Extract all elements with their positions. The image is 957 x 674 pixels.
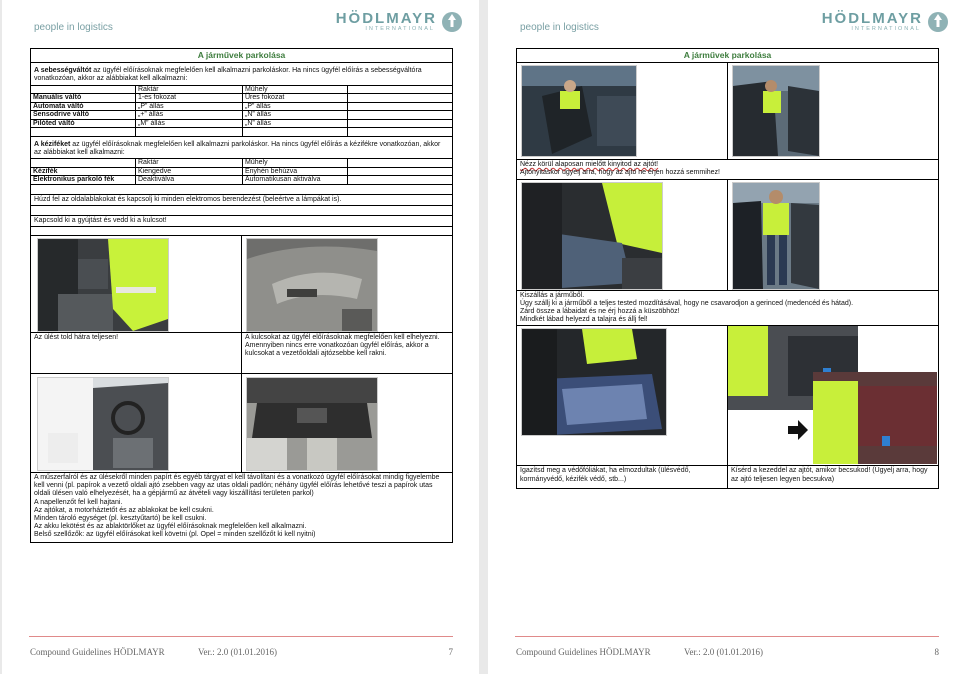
brand-logo-icon [927,11,949,33]
brand-logo-subtext: INTERNATIONAL [851,26,921,32]
page-title: A járművek parkolása [517,49,938,63]
note-item: A napellenzőt fel kell hajtani. [34,498,123,506]
photo-caption-row [517,466,938,488]
footer-rule [29,636,453,637]
caption-close-door: Kísérd a kezeddel az ajtót, amikor becsukod! (Ügyelj arra, hogy az ajtó teljesen legyen becsukva) [731,467,928,483]
table-cell: Pilóted váltó [31,119,136,128]
caption-exit-line: Mindkét lábad helyezd a talajra és állj fel! [520,316,648,324]
table-row [31,119,452,128]
table-cell: Enyhén behúzva [243,167,348,176]
document-page-right [488,0,957,674]
document-page-left [2,0,479,674]
table-row [31,167,452,176]
gear-intro-bold: A sebességváltót [34,67,92,75]
footer-rule [515,636,939,637]
photo-door-pocket [246,238,378,332]
brand-logo-text: HÖDLMAYR [335,10,437,27]
table-cell: Sensodrive váltó [31,111,136,120]
windows-instruction: Húzd fel az oldalablakokat és kapcsolj ki minden elektromos berendezést (beleértve a lámpákat is). [31,195,452,206]
footer-doc-name: Compound Guidelines HÖDLMAYR [30,647,165,657]
photo-cell [31,374,242,472]
parking-guideline-table [516,48,939,489]
table-cell [136,128,243,137]
photo-caption-row [31,333,452,374]
note-item: Az akku lekötést és az ablaktörlőket az ügyfél előírásoknak megfelelően kell alkalmazni. [34,523,307,531]
table-cell: Automatikusan aktiválva [243,176,348,185]
photo-cell [517,326,728,465]
caption-look-line2: Ajtónyitáskor ügyelj arra, hogy az ajtó ne érjen hozzá semmihez! [520,169,720,177]
table-cell [348,176,453,185]
gear-intro [31,63,452,85]
photo-row [31,374,452,473]
table-row [31,111,452,120]
spacer-row [31,185,452,195]
photo-seat-adjust [37,238,169,332]
table-header-cell [348,86,453,94]
brake-intro-bold: A kéziféket [34,140,71,148]
table-cell: „+” állás [136,111,243,120]
table-cell [31,128,136,137]
table-cell: Kiengedve [136,167,243,176]
brake-table [31,159,452,185]
table-cell: „P” állás [136,102,243,111]
caption-look-line1: Nézz körül alaposan mielőtt kinyitod az ajtót! [520,161,659,169]
photo-cell [517,180,728,290]
photo-cell [242,374,452,472]
header-tagline: people in logistics [520,22,599,33]
table-header-cell: Műhely [243,159,348,167]
photo-cell [728,326,938,465]
photo-row [517,326,938,466]
table-header-cell: Raktár [136,86,243,94]
header-tagline: people in logistics [34,22,113,33]
photo-exit-vehicle-seated [521,182,663,290]
spacer-row [31,206,452,216]
photo-open-door [732,65,820,157]
table-cell [348,111,453,120]
caption-exit [517,291,938,327]
photo-cell [31,236,242,332]
table-cell [348,94,453,103]
note-item: Belső szellőzők: az ügyfél előírásokat kell követni (pl. Opel = minden szellőzőt ki kell nyitni) [34,531,316,539]
table-cell: Manuális váltó [31,94,136,103]
notes-block [31,473,452,542]
caption-exit-line: Kiszállás a járműből. [520,291,585,299]
brand-logo-subtext: INTERNATIONAL [365,26,435,32]
photo-row [31,236,452,333]
page-title: A járművek parkolása [31,49,452,63]
gear-table [31,86,452,137]
gear-intro-text: az ügyfél előírásoknak megfelelően kell alkalmazni parkoláskor. Ha nincs ügyfél előírás a sebességváltóra vonatkozóan, akkor az alábbiakat kell alkalmazni: [34,67,422,83]
brake-intro [31,137,452,159]
table-header-cell [348,159,453,167]
table-cell: Elektronikus parkoló fék [31,176,136,185]
table-cell: „N” állás [243,119,348,128]
photo-row [517,63,938,160]
table-cell: Deaktiválva [136,176,243,185]
photo-cell [728,63,938,159]
table-row [31,94,452,103]
photo-adjust-covers [521,328,667,436]
photo-exit-vehicle-standing [732,182,820,290]
table-cell: „M” állás [136,119,243,128]
note-item: Minden tároló egységet (pl. kesztyűtartó) be kell csukni. [34,514,207,522]
brand-logo-icon [441,11,463,33]
table-header-cell: Raktár [136,159,243,167]
photo-dashboard-covered [246,377,378,471]
page-number: 8 [934,647,939,657]
footer-version: Ver.: 2.0 (01.01.2016) [198,647,277,657]
brake-intro-text: az ügyfél előírásoknak megfelelően kell alkalmazni parkoláskor. Ha nincs ügyfél előírás a kézifékre vonatkozóan, akkor az alábbiakat kell alkalmazni: [34,140,441,156]
photo-cell [242,236,452,332]
photo-cell [728,180,938,290]
table-cell [348,167,453,176]
table-cell [243,128,348,137]
table-row [31,176,452,185]
note-item: Az ajtókat, a motorháztetőt és az ablakokat be kell csukni. [34,506,214,514]
parking-guideline-table [30,48,453,543]
table-row [31,128,452,137]
table-cell: Üres fokozat [243,94,348,103]
photo-cell [517,63,728,159]
table-header-cell [31,159,136,167]
caption-seat: Az ülést told hátra teljesen! [31,333,242,373]
caption-covers: Igazítsd meg a védőfóliákat, ha elmozdultak (ülésvédő, kormányvédő, kézifék védő, stb...) [517,466,728,488]
table-cell: Kézifék [31,167,136,176]
footer-version: Ver.: 2.0 (01.01.2016) [684,647,763,657]
photo-look-around [521,65,637,157]
caption-look [517,160,938,179]
table-cell: „N” állás [243,111,348,120]
caption-keys: A kulcsokat az ügyfél előírásoknak megfelelően kell elhelyezni. Amennyiben nincs erre vonatkozóan ügyfél előírás, akkor a kulcsokat a vezetőoldali ajtózsebbe kell rakni. [245,333,440,358]
table-cell [348,119,453,128]
table-header-cell [31,86,136,94]
table-header-cell: Műhely [243,86,348,94]
table-cell: 1-es fokozat [136,94,243,103]
photo-close-door [728,326,937,464]
table-cell: „P” állás [243,102,348,111]
photo-car-interior-open-door [37,377,169,471]
footer-doc-name: Compound Guidelines HÖDLMAYR [516,647,651,657]
caption-exit-line: Úgy szállj ki a járműből a teljes tested mozdításával, hogy ne csavarodjon a gerinced (medencéd és hátad). [520,299,854,307]
table-cell: Automata váltó [31,102,136,111]
note-item: A műszerfalról és az ülésekről minden papírt és egyéb tárgyat el kell távolítani és a vonatkozó ügyfél előírásokat mindig figyelembe kell venni (pl. papírok a vezető oldali ajtó zsebben vagy az utas oldali padlón; néhány ügyfél előírás lehetővé teszi a papírok utas oldali ülésen való elhelyezését, ha a gépjármű az átvételi vagy kiszállítási területen parkol) [34,473,440,498]
ignition-instruction: Kapcsold ki a gyújtást és vedd ki a kulcsot! [31,216,452,227]
table-cell [348,128,453,137]
caption-exit-line: Zárd össze a lábaidat és ne érj hozzá a küszöbhöz! [520,308,680,316]
table-row [31,102,452,111]
brand-logo-text: HÖDLMAYR [821,10,923,27]
photo-row [517,180,938,291]
table-cell [348,102,453,111]
page-number: 7 [448,647,453,657]
spacer-row [31,227,452,236]
